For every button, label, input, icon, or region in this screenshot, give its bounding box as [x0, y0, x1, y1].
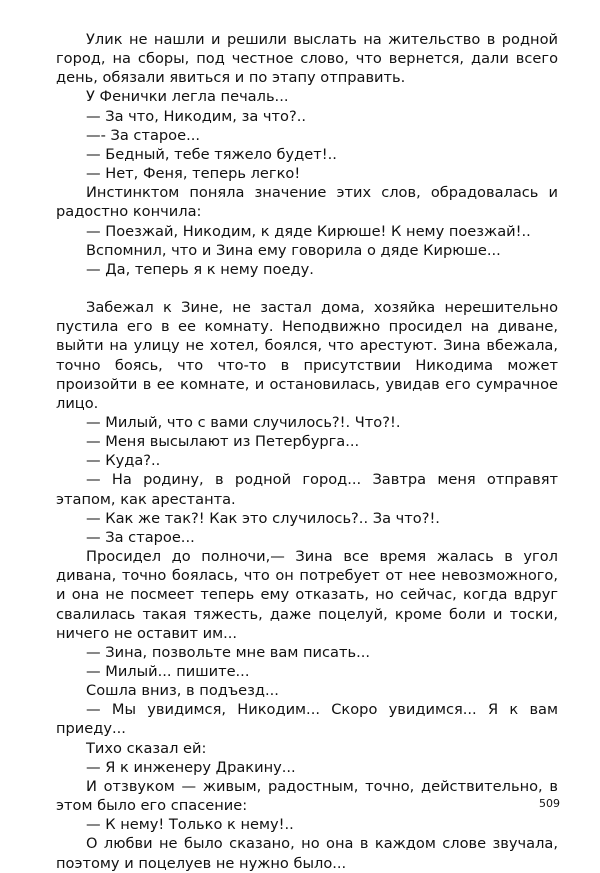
paragraph: — На родину, в родной город... Завтра меня отправят этапом, как арестанта. — [56, 471, 558, 508]
section-break — [56, 279, 558, 298]
paragraph: О любви не было сказано, но она в каждом слове звучала, поэтому и поцелуев не нужно было... — [56, 835, 558, 872]
page-body — [56, 30, 558, 873]
paragraph: — За старое... — [86, 528, 195, 546]
paragraph: Тихо сказал ей: — [86, 739, 207, 757]
paragraph: — К нему! Только к нему!.. — [86, 816, 294, 834]
paragraph: Сошла вниз, в подъезд... — [86, 682, 279, 700]
paragraph: —- За старое... — [86, 126, 200, 144]
paragraph: — За что, Никодим, за что?.. — [86, 107, 306, 125]
paragraph: — Милый, что с вами случилось?!. Что?!. — [86, 413, 401, 431]
page-number: 509 — [539, 797, 560, 810]
paragraph: — Я к инженеру Дракину... — [86, 758, 296, 776]
paragraph: И отзвуком — живым, радостным, точно, действительно, в этом было его спасение: — [56, 777, 558, 815]
paragraph: — Как же так?! Как это случилось?.. За что?!. — [86, 509, 440, 527]
paragraph: — Меня высылают из Петербурга... — [86, 433, 360, 451]
paragraph: Вспомнил, что и Зина ему говорила о дяде Кирюше... — [86, 241, 501, 259]
paragraph: — Нет, Феня, теперь легко! — [86, 165, 301, 183]
paragraph: Просидел до полночи,— Зина все время жалась в угол дивана, точно боялась, что он потребует от нее невозможного, и она не посмеет теперь ему отказать, но сейчас, когда вдруг свалилась такая тяжесть, даже поцелуй, кроме боли и тоски, ничего не оставит им... — [56, 548, 558, 642]
paragraph: Инстинктом поняла значение этих слов, обрадовалась и радостно кончила: — [56, 184, 558, 221]
paragraph: — Мы увидимся, Никодим... Скоро увидимся... Я к вам приеду... — [56, 701, 558, 738]
paragraph: — Да, теперь я к нему поеду. — [86, 260, 314, 278]
paragraph: — Куда?.. — [86, 452, 161, 470]
paragraph: — Бедный, тебе тяжело будет!.. — [86, 145, 337, 163]
paragraph: — Поезжай, Никодим, к дяде Кирюше! К нему поезжай!.. — [86, 222, 531, 240]
paragraph: Улик не нашли и решили выслать на жительство в родной город, на сборы, под честное слово, что вернется, дали всего день, обязали явиться и по этапу отправить. — [56, 31, 558, 87]
paragraph: У Фенички легла печаль... — [86, 88, 289, 106]
paragraph: Забежал к Зине, не застал дома, хозяйка нерешительно пустила его в ее комнату. Неподвижно просидел на диване, выйти на улицу не хотел, боялся, что арестуют. Зина вбежала, точно боясь, что что-то в присутствии Никодима может произойти в ее комнате, и остановилась, увидав его сумрачное лицо. — [56, 299, 558, 412]
paragraph: — Милый... пишите... — [86, 663, 250, 680]
paragraph: — Зина, позвольте мне вам писать... — [86, 643, 371, 661]
